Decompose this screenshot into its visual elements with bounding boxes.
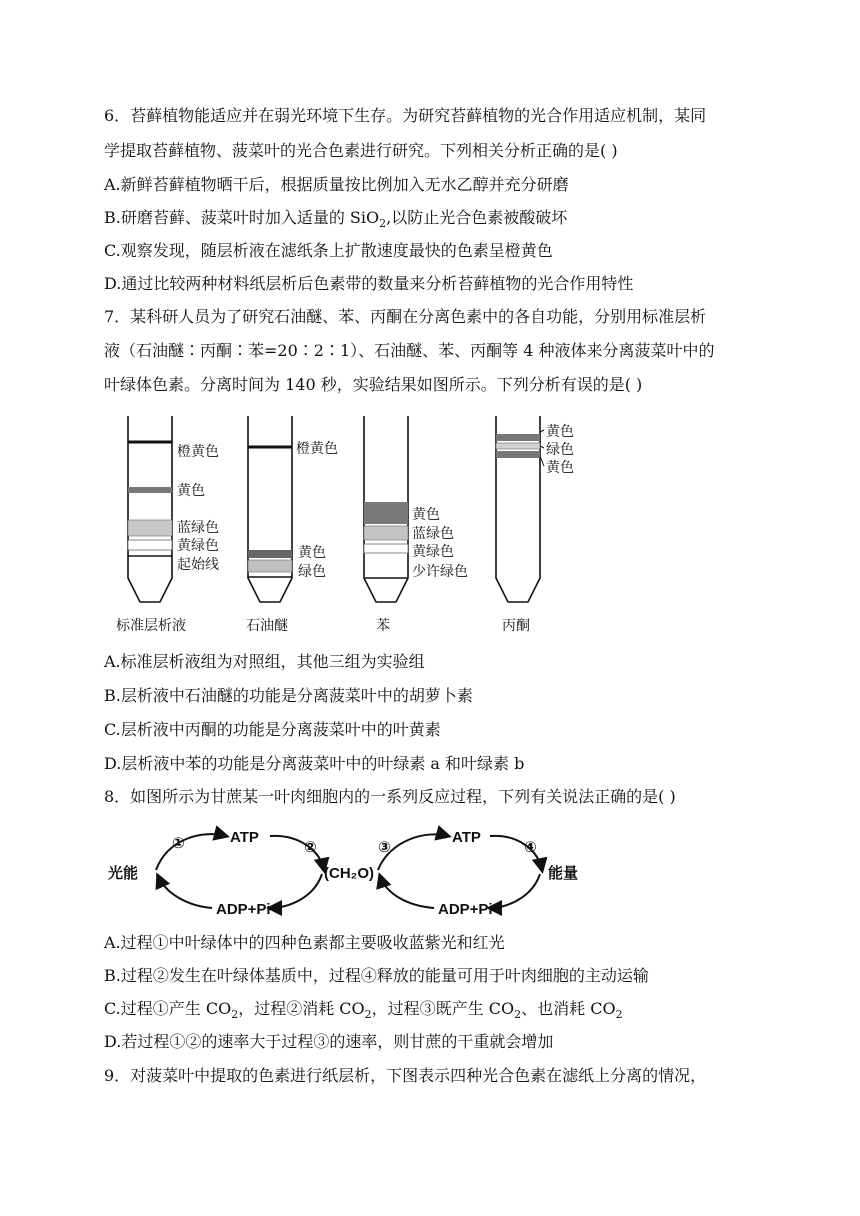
cycle-light-energy: 光能 bbox=[108, 865, 139, 882]
q7-stem-line1: 7．某科研人员为了研究石油醚、苯、丙酮在分离色素中的各自功能，分别用标准层析 bbox=[104, 307, 707, 326]
q6-option-a: A.新鲜苔藓植物晒干后，根据质量按比例加入无水乙醇并充分研磨 bbox=[104, 175, 569, 194]
cycle-step-1: ① bbox=[172, 835, 185, 852]
q6-option-c: C.观察发现，随层析液在滤纸条上扩散速度最快的色素呈橙黄色 bbox=[104, 241, 553, 260]
cycle-step-3: ③ bbox=[378, 839, 391, 856]
tube3-label-2: 蓝绿色 bbox=[412, 525, 454, 541]
tube-petroleum-ether bbox=[246, 416, 338, 633]
q7-stem-line2: 液（石油醚∶丙酮∶苯=20∶2∶1）、石油醚、苯、丙酮等 4 种液体来分离菠菜叶中的 bbox=[104, 341, 715, 360]
tube-benzene bbox=[364, 416, 468, 633]
cycle-energy: 能量 bbox=[548, 865, 579, 882]
q7-option-c: C.层析液中丙酮的功能是分离菠菜叶中的叶黄素 bbox=[104, 720, 441, 739]
cycle-atp-left: ATP bbox=[230, 829, 259, 846]
tube2-label-2: 黄色 bbox=[298, 544, 326, 560]
cycle-adp-left: ADP+Pi bbox=[216, 901, 271, 918]
q8-option-c-part1: C.过程①产生 CO bbox=[104, 999, 232, 1018]
tube4-label-2: 绿色 bbox=[546, 441, 574, 457]
tube3-label-3: 黄绿色 bbox=[412, 543, 454, 559]
q6-stem-line1: 6．苔藓植物能适应并在弱光环境下生存。为研究苔藓植物的光合作用适应机制，某同 bbox=[104, 106, 707, 125]
q6-option-d: D.通过比较两种材料纸层析后色素带的数量来分析苔藓植物的光合作用特性 bbox=[104, 274, 634, 293]
tube1-name: 标准层析液 bbox=[116, 617, 186, 633]
tube4-label-1: 黄色 bbox=[546, 423, 574, 439]
tube3-name: 苯 bbox=[376, 617, 390, 633]
chromatography-figure bbox=[110, 410, 600, 640]
q7-stem-line3: 叶绿体色素。分离时间为 140 秒，实验结果如图所示。下列分析有误的是( ) bbox=[104, 375, 643, 394]
q8-option-c-part4: 、也消耗 CO bbox=[521, 999, 616, 1018]
tube1-label-2: 黄色 bbox=[177, 482, 205, 498]
tube1-label-3: 蓝绿色 bbox=[177, 519, 219, 535]
q8-option-d: D.若过程①②的速率大于过程③的速率，则甘蔗的干重就会增加 bbox=[104, 1032, 554, 1051]
tube2-label-1: 橙黄色 bbox=[296, 440, 338, 456]
tube-standard bbox=[116, 416, 219, 633]
q8-option-b: B.过程②发生在叶绿体基质中，过程④释放的能量可用于叶肉细胞的主动运输 bbox=[104, 966, 649, 985]
q6-option-b-post: ,以防止光合色素被酸破坏 bbox=[386, 208, 568, 227]
q7-option-d: D.层析液中苯的功能是分离菠菜叶中的叶绿素 a 和叶绿素 b bbox=[104, 754, 525, 773]
tube4-name: 丙酮 bbox=[502, 617, 530, 633]
tube-acetone bbox=[496, 416, 574, 633]
tube3-label-1: 黄色 bbox=[412, 506, 440, 522]
cycle-step-2: ② bbox=[304, 839, 317, 856]
tube1-label-5: 起始线 bbox=[177, 556, 219, 572]
q8-option-a: A.过程①中叶绿体中的四种色素都主要吸收蓝紫光和红光 bbox=[104, 933, 505, 952]
tube2-name: 石油醚 bbox=[246, 617, 288, 633]
q8-option-c-part3: ，过程③既产生 CO bbox=[371, 999, 515, 1018]
q8-stem-line1: 8．如图所示为甘蔗某一叶肉细胞内的一系列反应过程，下列有关说法正确的是( ) bbox=[104, 787, 676, 806]
q8-option-c-part2: ，过程②消耗 CO bbox=[238, 999, 365, 1018]
q7-option-a: A.标准层析液组为对照组，其他三组为实验组 bbox=[104, 652, 425, 671]
tube2-label-3: 绿色 bbox=[298, 563, 326, 579]
tube1-label-4: 黄绿色 bbox=[177, 537, 219, 553]
q9-stem-line1: 9．对菠菜叶中提取的色素进行纸层析，下图表示四种光合色素在滤纸上分离的情况， bbox=[104, 1066, 707, 1085]
q6-option-b-sub: 2 bbox=[379, 217, 387, 231]
q8-option-c-sub1: 2 bbox=[231, 1008, 239, 1022]
q6-stem-line2: 学提取苔藓植物、菠菜叶的光合色素进行研究。下列相关分析正确的是( ) bbox=[104, 141, 618, 160]
q8-option-c-sub3: 2 bbox=[514, 1008, 522, 1022]
q7-option-b: B.层析液中石油醚的功能是分离菠菜叶中的胡萝卜素 bbox=[104, 686, 473, 705]
atp-cycle-diagram bbox=[108, 820, 608, 920]
q8-option-c-sub2: 2 bbox=[364, 1008, 372, 1022]
q6-option-b bbox=[104, 207, 567, 229]
q8-option-c bbox=[104, 998, 623, 1020]
tube4-label-3: 黄色 bbox=[546, 459, 574, 475]
cycle-ch2o: (CH₂O) bbox=[324, 865, 374, 882]
cycle-adp-right: ADP+Pi bbox=[438, 901, 493, 918]
q6-option-b-pre: B.研磨苔藓、菠菜叶时加入适量的 SiO bbox=[104, 208, 380, 227]
cycle-step-4: ④ bbox=[524, 839, 537, 856]
q8-option-c-sub4: 2 bbox=[615, 1008, 623, 1022]
tube3-label-4: 少许绿色 bbox=[412, 563, 468, 579]
cycle-atp-right: ATP bbox=[452, 829, 481, 846]
tube1-label-1: 橙黄色 bbox=[177, 443, 219, 459]
